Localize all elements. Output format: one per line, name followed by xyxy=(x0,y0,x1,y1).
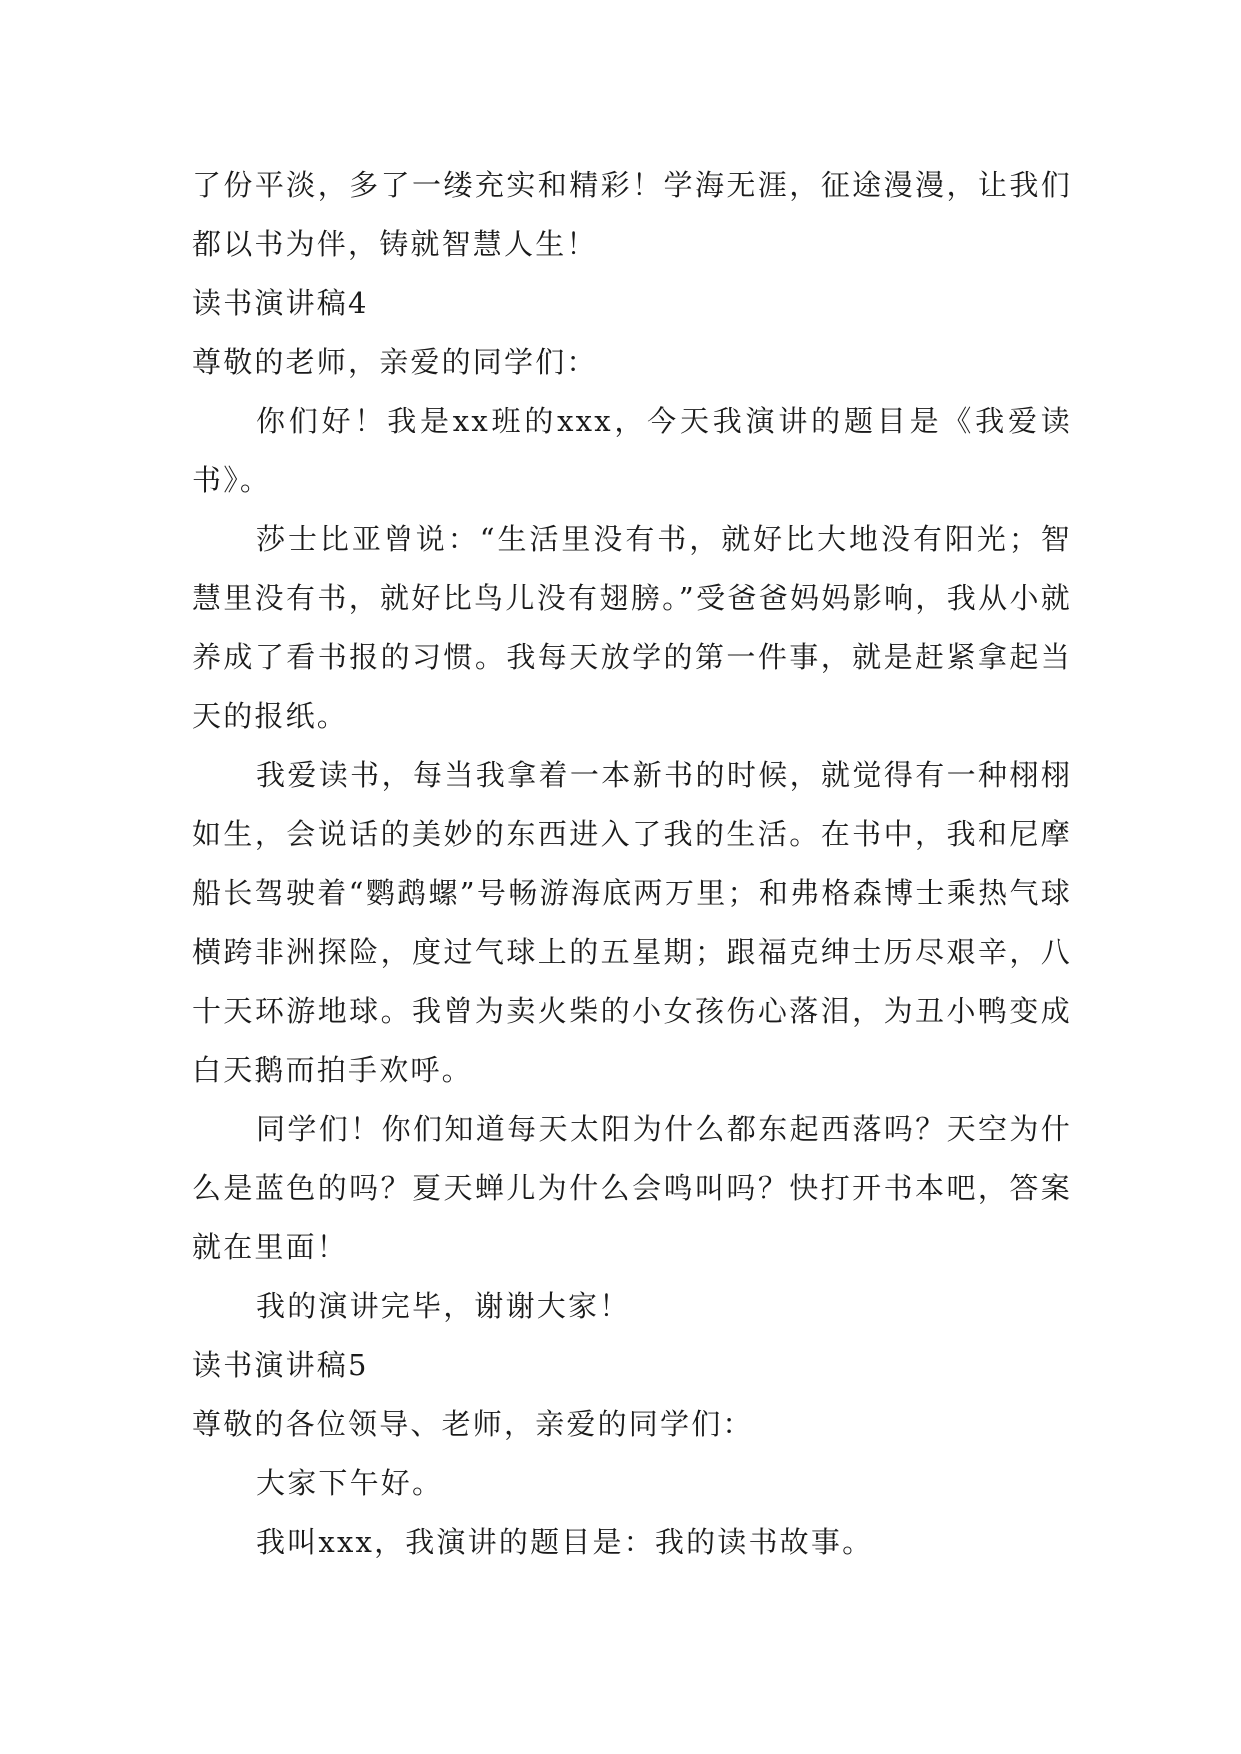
section-heading-5: 读书演讲稿5 xyxy=(192,1348,369,1382)
paragraph-shakespeare: 莎士比亚曾说：“生活里没有书，就好比大地没有阳光；智慧里没有书，就好比鸟儿没有翅膀。”受爸爸妈妈影响，我从小就养成了看书报的习惯。我每天放学的第一件事，就是赶紧拿起当天的报纸。 xyxy=(192,522,1072,733)
paragraph-afternoon: 大家下午好。 xyxy=(256,1466,444,1500)
paragraph-introduction: 我叫xxx，我演讲的题目是：我的读书故事。 xyxy=(256,1525,874,1559)
paragraph-greeting: 你们好！我是xx班的xxx，今天我演讲的题目是《我爱读书》。 xyxy=(192,404,1072,497)
section-heading-4: 读书演讲稿4 xyxy=(192,286,369,320)
salutation: 尊敬的老师，亲爱的同学们： xyxy=(192,345,598,379)
paragraph-love-reading: 我爱读书，每当我拿着一本新书的时候，就觉得有一种栩栩如生，会说话的美妙的东西进入了我的生活。在书中，我和尼摩船长驾驶着“鹦鹉螺”号畅游海底两万里；和弗格森博士乘热气球横跨非洲探险，度过气球上的五星期；跟福克绅士历尽艰辛，八十天环游地球。我曾为卖火柴的小女孩伤心落泪，为丑小鸭变成白天鹅而拍手欢呼。 xyxy=(192,758,1072,1087)
paragraph-continuation: 了份平淡，多了一缕充实和精彩！学海无涯，征途漫漫，让我们都以书为伴，铸就智慧人生！ xyxy=(192,168,1072,261)
salutation-2: 尊敬的各位领导、老师，亲爱的同学们： xyxy=(192,1407,754,1441)
paragraph-questions: 同学们！你们知道每天太阳为什么都东起西落吗？天空为什么是蓝色的吗？夏天蝉儿为什么会鸣叫吗？快打开书本吧，答案就在里面！ xyxy=(192,1112,1072,1264)
paragraph-closing: 我的演讲完毕，谢谢大家！ xyxy=(256,1289,631,1323)
document-body xyxy=(192,156,1072,1572)
